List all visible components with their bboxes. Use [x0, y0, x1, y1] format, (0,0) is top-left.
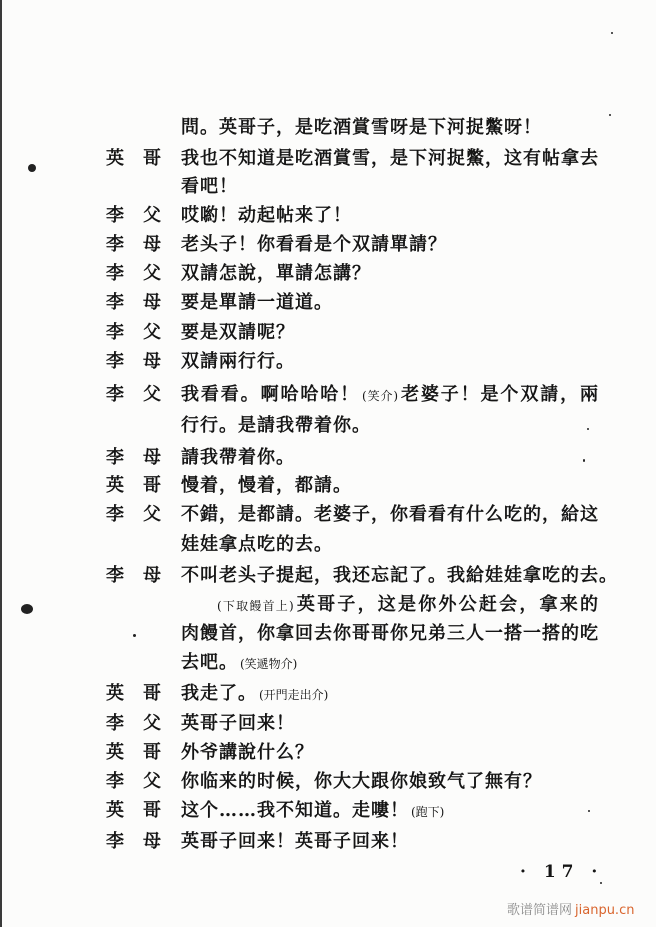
- speaker-name-char: 哥: [143, 800, 161, 821]
- speaker-name-char: 哥: [143, 148, 161, 169]
- dialogue-text: 你临来的时候，你大大跟你娘致气了無有？: [181, 771, 542, 792]
- dialogue-text: 英哥子回来！: [181, 713, 295, 734]
- speaker-name-char: 母: [143, 565, 161, 586]
- speaker-name-char: 李: [106, 263, 124, 284]
- speech: 我走了。: [181, 683, 257, 704]
- stage-direction: (笑遞物介): [240, 657, 298, 671]
- speaker-name-char: 李: [106, 447, 124, 468]
- speaker-name-char: 李: [106, 205, 124, 226]
- dialogue-line: [0, 350, 656, 374]
- stage-direction: (跑下): [411, 805, 445, 819]
- speaker-name-char: 母: [143, 234, 161, 255]
- dialogue-line: [0, 564, 656, 588]
- scan-speck: [21, 604, 33, 614]
- dialogue-text: 老头子！你看看是个双請單請？: [181, 234, 447, 255]
- speech: 这个……我不知道。走嘍！: [181, 800, 409, 821]
- speaker-name-char: 母: [143, 351, 161, 372]
- watermark: [507, 899, 634, 918]
- speaker-name-char: 英: [106, 148, 124, 169]
- dialogue-text: [181, 651, 599, 676]
- dialogue-line: [0, 446, 656, 470]
- dialogue-text: [181, 383, 599, 408]
- dialogue-text: 不錯，是都請。老婆子，你看看有什么吃的，給这: [181, 504, 599, 525]
- scan-speck: [583, 459, 585, 462]
- speaker-name-char: 父: [143, 771, 161, 792]
- dialogue-text: 請我帶着你。: [181, 447, 295, 468]
- speaker-name-char: 父: [143, 713, 161, 734]
- speaker-name-char: 父: [143, 322, 161, 343]
- speaker-name-char: 李: [106, 292, 124, 313]
- speaker-name-char: 英: [106, 800, 124, 821]
- speaker-name-char: 母: [143, 292, 161, 313]
- dialogue-text: 我也不知道是吃酒賞雪，是下河捉鱉，这有帖拿去: [181, 148, 599, 169]
- dialogue-text: 要是單請一道道。: [181, 292, 333, 313]
- speaker-name-char: 英: [106, 683, 124, 704]
- scan-speck: [133, 634, 136, 637]
- scan-speck: [28, 164, 36, 172]
- dialogue-text: [181, 682, 599, 707]
- speaker-name-char: 李: [106, 351, 124, 372]
- dialogue-line: [0, 474, 656, 498]
- dialogue-line: [0, 682, 656, 706]
- dialogue-line: [0, 503, 656, 527]
- speech: 英哥子，这是你外公赶会，拿来的: [295, 594, 599, 615]
- dialogue-text: 娃娃拿点吃的去。: [181, 534, 333, 555]
- speaker-name-char: 哥: [143, 683, 161, 704]
- dialogue-line: [0, 593, 656, 617]
- speaker-name-char: 李: [106, 713, 124, 734]
- dialogue-line: [0, 741, 656, 765]
- speaker-name-char: 李: [106, 565, 124, 586]
- dialogue-text: 外爷講說什么？: [181, 742, 314, 763]
- speaker-name-char: 英: [106, 742, 124, 763]
- dialogue-line: [0, 291, 656, 315]
- speaker-name-char: 父: [143, 263, 161, 284]
- speaker-name-char: 李: [106, 234, 124, 255]
- dialogue-text: 肉饅首，你拿回去你哥哥你兄弟三人一搭一搭的吃: [181, 623, 599, 644]
- speaker-name-char: 母: [143, 831, 161, 852]
- dialogue-line: [0, 175, 656, 199]
- speech: 去吧。: [181, 652, 238, 673]
- dialogue-text: 双請怎說，單請怎講？: [181, 263, 371, 284]
- dialogue-line: [0, 830, 656, 854]
- speaker-name-char: 哥: [143, 742, 161, 763]
- dialogue-line: [0, 414, 656, 438]
- dialogue-line: [0, 116, 656, 140]
- dialogue-text: 不叫老头子提起，我还忘記了。我給娃娃拿吃的去。: [181, 565, 618, 586]
- dialogue-text: 哎喲！动起帖来了！: [181, 205, 352, 226]
- dialogue-line: [0, 651, 656, 675]
- speaker-name-char: 李: [106, 322, 124, 343]
- dialogue-text: 慢着，慢着，都請。: [181, 475, 352, 496]
- dialogue-text: 英哥子回来！英哥子回来！: [181, 831, 409, 852]
- page-number: · 17 ·: [520, 862, 604, 882]
- dialogue-line: [0, 533, 656, 557]
- speaker-name-char: 李: [106, 771, 124, 792]
- dialogue-line: [0, 262, 656, 286]
- speaker-name-char: 李: [106, 384, 124, 405]
- speech: 我看看。啊哈哈哈！: [181, 384, 361, 405]
- speaker-name-char: 父: [143, 205, 161, 226]
- dialogue-line: [0, 622, 656, 646]
- dialogue-text: [181, 799, 599, 824]
- dialogue-line: [0, 770, 656, 794]
- dialogue-line: [0, 383, 656, 407]
- speaker-name-char: 李: [106, 831, 124, 852]
- dialogue-line: [0, 204, 656, 228]
- dialogue-line: [0, 321, 656, 345]
- speaker-name-char: 父: [143, 504, 161, 525]
- speech: 老婆子！是个双請，兩: [400, 384, 599, 405]
- dialogue-text: [215, 593, 599, 618]
- dialogue-line: [0, 712, 656, 736]
- dialogue-text: 問。英哥子，是吃酒賞雪呀是下河捉鱉呀！: [181, 117, 542, 138]
- speaker-name-char: 父: [143, 384, 161, 405]
- scan-speck: [588, 810, 590, 812]
- scan-speck: [600, 882, 602, 884]
- speaker-name-char: 哥: [143, 475, 161, 496]
- dialogue-text: 要是双請呢？: [181, 322, 295, 343]
- speaker-name-char: 母: [143, 447, 161, 468]
- scan-speck: [609, 114, 611, 116]
- scan-speck: [587, 428, 589, 430]
- stage-direction: (开門走出介): [259, 688, 329, 702]
- dialogue-text: 行行。是請我帶着你。: [181, 415, 371, 436]
- dialogue-line: [0, 147, 656, 171]
- dialogue-line: [0, 799, 656, 823]
- dialogue-text: 看吧！: [181, 176, 238, 197]
- watermark-site-name: 歌谱简谱网: [507, 903, 573, 918]
- speaker-name-char: 英: [106, 475, 124, 496]
- watermark-domain: jianpu.cn: [575, 903, 635, 918]
- scan-speck: [611, 32, 613, 34]
- stage-direction: (笑介): [362, 389, 399, 403]
- dialogue-text: 双請兩行行。: [181, 351, 295, 372]
- speaker-name-char: 李: [106, 504, 124, 525]
- stage-direction: (下取饅首上): [217, 599, 294, 613]
- dialogue-line: [0, 233, 656, 257]
